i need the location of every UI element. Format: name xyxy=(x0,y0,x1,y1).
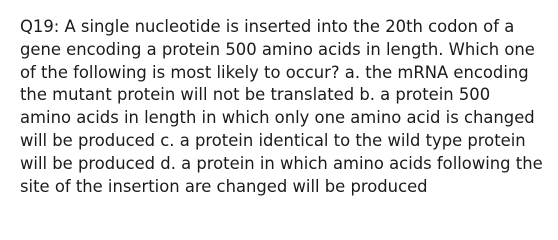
question-text: Q19: A single nucleotide is inserted into the 20th codon of a gene encoding a protein 500 amino acids in length. Which one of the following is most likely to occur? a. the mRNA encoding the mutant protein will not be translated b. a protein 500 amino acids in length in which only one amino acid is changed will be produced c. a protein identical to the wild type protein will be produced d. a protein in which amino acids following the site of the insertion are changed will be produced xyxy=(20,17,543,196)
